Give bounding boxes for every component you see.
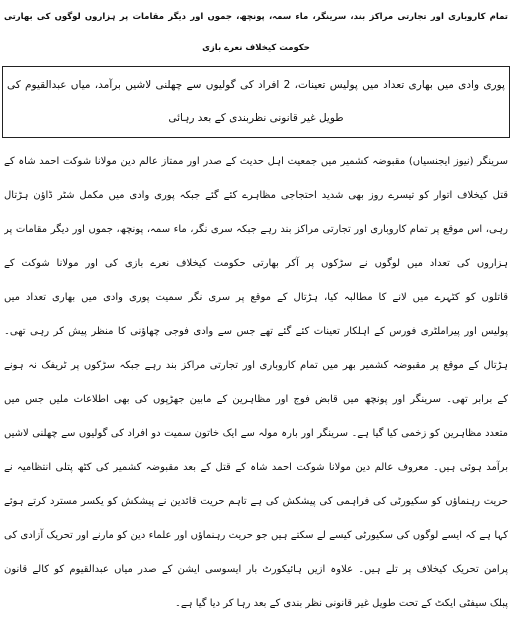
body-line: کہا ہے کہ ایسے لوگوں کی سکیورٹی کیسے لے سکتے ہیں جو حریت رہنماؤں اور علماء دین کو مارنے اور تحریک آزادی کی — [4, 530, 508, 541]
body-line: پرامن تحریک کیخلاف پر تلے ہیں۔ علاوہ ازیں ہائیکورٹ بار ایسوسی ایشن کے صدر میاں عبدالقیوم کو کالے قانون — [4, 564, 508, 575]
body-line: رہی، اس موقع پر تمام کاروباری اور تجارتی مراکز بند رہے جبکہ سری نگر، ماء سمہ، پونچھ، جموں اور دیگر مقامات پر — [4, 224, 508, 235]
headline-line: حکومت کیخلاف نعرے بازی — [202, 43, 310, 53]
body-line: برآمد ہوئی ہیں۔ معروف عالم دین مولانا شوکت احمد شاہ کے قتل کے بعد مقبوضہ کشمیر کی کٹھ پتلی انتظامیہ نے — [4, 462, 508, 473]
body-line: متعدد مظاہرین کو زخمی کیا گیا ہے۔ سرینگر اور بارہ مولہ سے ایک خاتون سمیت دو افراد کی گولیوں سے چھلنی لاشیں — [4, 428, 508, 439]
body-line: سرینگر (نیوز ایجنسیاں) مقبوضہ کشمیر میں جمعیت اہل حدیث کے صدر اور ممتاز عالم دین مولانا شوکت احمد شاہ کے — [4, 156, 508, 167]
body-line: ہزاروں کی تعداد میں لوگوں نے سڑکوں پر آکر بھارتی حکومت کیخلاف نعرے بازی کی اور مولانا شوکت کے — [4, 258, 508, 269]
headline — [4, 2, 508, 64]
body-line: حریت رہنماؤں کو سکیورٹی کی فراہمی کی پیشکش کی ہے تاہم حریت قائدین نے پیشکش کو یکسر مسترد کرتے ہوئے — [4, 496, 508, 507]
article-body — [4, 145, 508, 621]
subheadline-box — [2, 66, 510, 138]
subheadline-line: پوری وادی میں بھاری تعداد میں پولیس تعینات، 2 افراد کی گولیوں سے چھلنی لاشیں برآمد، میاں عبدالقیوم کی — [7, 79, 505, 91]
body-line: پولیس اور پیراملٹری فورس کے اہلکار تعینات کئے گئے تھے جس سے وادی فوجی چھاؤنی کا منظر پیش کر رہی تھی۔ — [4, 326, 508, 337]
body-line: قتل کیخلاف اتوار کو تیسرے روز بھی شدید احتجاجی مظاہرے کئے گئے جبکہ پوری وادی میں مکمل شٹر ڈاؤن ہڑتال — [4, 190, 508, 201]
headline-line: تمام کاروباری اور تجارتی مراکز بند، سرینگر، ماء سمہ، پونچھ، جموں اور دیگر مقامات پر ہزاروں لوگوں کی بھارتی — [4, 12, 508, 22]
body-line: ہڑتال کے موقع پر مقبوضہ کشمیر بھر میں تمام کاروباری اور تجارتی مراکز بند رہے جبکہ سڑکوں پر ٹریفک نہ ہونے — [4, 360, 508, 371]
body-line-last: پبلک سیفٹی ایکٹ کے تحت طویل غیر قانونی نظر بندی کے بعد رہا کر دیا گیا ہے۔ — [174, 598, 508, 609]
subheadline-line: طویل غیر قانونی نظربندی کے بعد رہائی — [168, 112, 344, 124]
body-line: قاتلوں کو کٹہرے میں لانے کا مطالبہ کیا، ہڑتال کے موقع پر سری نگر سمیت پوری وادی میں بھاری تعداد میں — [4, 292, 508, 303]
body-line: کے برابر تھی۔ سرینگر اور پونچھ میں قابض فوج اور مظاہرین کے مابین جھڑپوں کی بھی اطلاعات ملیں جس میں — [4, 394, 508, 405]
